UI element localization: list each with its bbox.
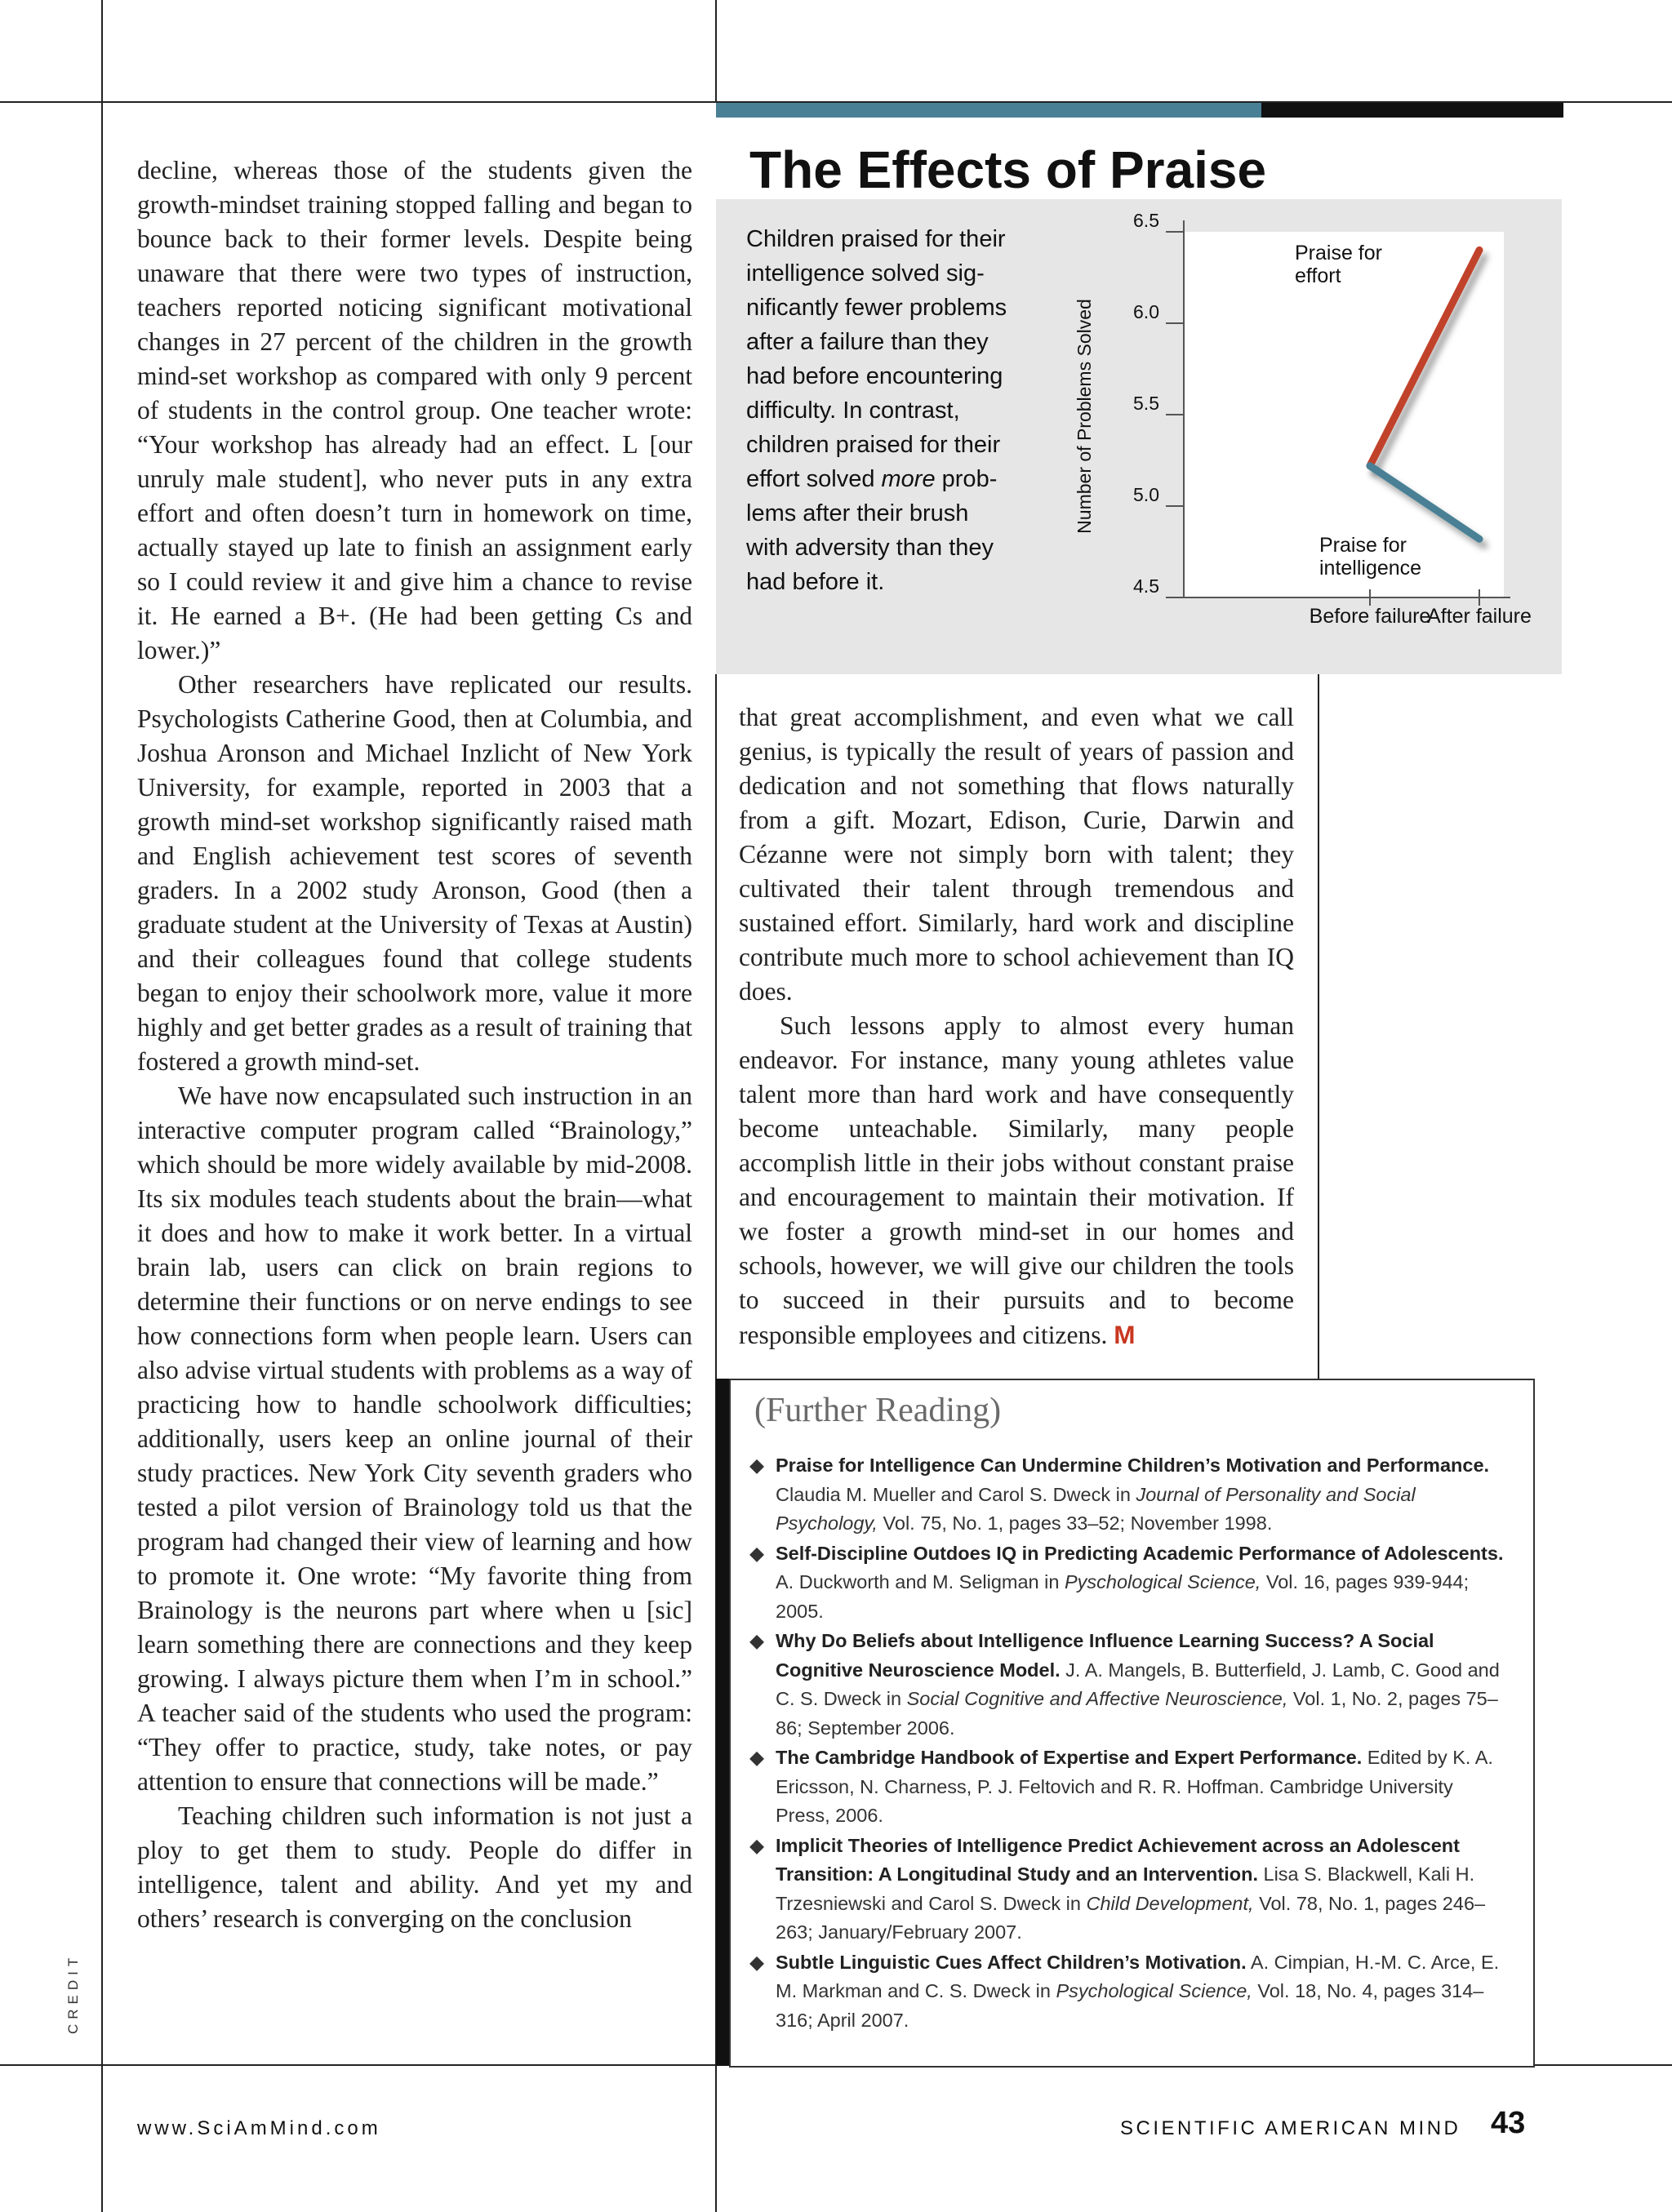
diamond-bullet-icon: ◆ xyxy=(749,1834,765,1856)
caption-line: effort solved more prob- xyxy=(746,466,998,492)
reference-item xyxy=(749,1451,1509,1539)
further-reading-title: (Further Reading) xyxy=(754,1392,1002,1429)
series-label: Praise for xyxy=(1319,534,1407,557)
right-paragraph-1: that great accomplishment, and even what we call genius, is typically the result of years of passion and dedication and not something that flows naturally from a gift. Mozart, Edison, Curie, Darwin and Cézanne were not simply born with talent; they cultivated their talent through tremendous and sustained effort. Similarly, hard work and discipline contribute much more to school achievement than IQ does. xyxy=(739,703,1294,1006)
x-tick-label: After failure xyxy=(1427,605,1532,628)
figure-accent-bar-dark xyxy=(1261,103,1563,118)
y-tick-label: 4.5 xyxy=(1133,575,1159,597)
right-column xyxy=(739,700,1294,1353)
reference-details: Vol. 75, No. 1, pages 33–52; November 1998. xyxy=(877,1512,1273,1534)
left-paragraph-4: Teaching children such information is not just a ploy to get them to study. People do differ in intelligence, talent and ability. And yet my and others’ research is converging on the conclusion xyxy=(137,1801,692,1933)
further-reading-list xyxy=(749,1451,1509,2036)
y-tick-label: 5.0 xyxy=(1133,484,1159,505)
reference-title: Self-Discipline Outdoes IQ in Predicting Academic Performance of Adolescents. xyxy=(776,1542,1504,1564)
series-label: effort xyxy=(1295,264,1341,287)
figure-accent-bar xyxy=(716,103,1261,118)
reference-authors: Lisa S. Blackwell, Kali H. Trzesniewski and Carol S. Dweck in xyxy=(776,1863,1475,1914)
caption-line: had before encountering xyxy=(746,363,1003,389)
reference-authors: J. A. Mangels, B. Butterfield, J. Lamb, C. Good and C. S. Dweck in xyxy=(776,1659,1500,1709)
diamond-bullet-icon: ◆ xyxy=(749,1542,765,1564)
reference-journal: Child Development, xyxy=(1086,1892,1254,1914)
photo-credit: CREDIT xyxy=(65,1952,81,2034)
reference-journal: Psychological Science, xyxy=(1056,1980,1252,2001)
y-tick-label: 5.5 xyxy=(1133,393,1159,414)
figure-caption xyxy=(746,222,1042,599)
center-divider-top xyxy=(715,0,717,103)
caption-line: intelligence solved sig- xyxy=(746,260,985,286)
reference-journal: Social Cognitive and Affective Neuroscience, xyxy=(906,1688,1288,1709)
reference-authors: A. Cimpian, H.-M. C. Arce, E. M. Markman and C. S. Dweck in xyxy=(776,1951,1500,2001)
reference-item xyxy=(749,1627,1509,1743)
caption-line: had before it. xyxy=(746,569,885,595)
y-axis-label: Number of Problems Solved xyxy=(1074,299,1095,534)
reference-item xyxy=(749,1832,1509,1948)
diamond-bullet-icon: ◆ xyxy=(749,1951,765,1973)
reference-authors: Edited by K. A. Ericsson, N. Charness, P. J. Feltovich and R. R. Hoffman. Cambridge University Press, 2006. xyxy=(776,1747,1493,1826)
caption-line: lems after their brush xyxy=(746,500,969,526)
reference-item xyxy=(749,1948,1509,2036)
left-paragraph-2: Other researchers have replicated our results. Psychologists Catherine Good, then at Columbia, and Joshua Aronson and Michael Inzlicht of New York University, for example, reported in 2003 that a growth mind-set workshop significantly raised math and English achievement test scores of seventh graders. In a 2002 study Aronson, Good (then a graduate student at the University of Texas at Austin) and their colleagues found that college students began to enjoy their schoolwork more, value it more highly and get better grades as a result of training that fostered a growth mind-set. xyxy=(137,670,692,1076)
reference-details: Vol. 1, No. 2, pages 75–86; September 2006. xyxy=(776,1688,1498,1739)
center-divider-bottom xyxy=(715,2064,717,2212)
reference-details: Vol. 18, No. 4, pages 314–316; April 2007. xyxy=(776,1980,1484,2031)
reference-journal: Journal of Personality and Social Psychology, xyxy=(776,1483,1416,1534)
reference-item xyxy=(749,1743,1509,1831)
right-column-rule xyxy=(1318,674,1319,1379)
reference-authors: Claudia M. Mueller and Carol S. Dweck in xyxy=(776,1483,1136,1505)
end-mark: M xyxy=(1114,1320,1136,1349)
y-tick-label: 6.5 xyxy=(1133,210,1159,231)
x-tick-label: Before failure xyxy=(1309,605,1431,628)
reference-title: The Cambridge Handbook of Expertise and Expert Performance. xyxy=(776,1747,1363,1768)
diamond-bullet-icon: ◆ xyxy=(749,1455,765,1476)
caption-line: with adversity than they xyxy=(746,535,994,561)
reference-title: Implicit Theories of Intelligence Predict Achievement across an Adolescent Transition: A Longitudinal Study and an Intervention. xyxy=(776,1834,1460,1885)
reference-title: Praise for Intelligence Can Undermine Children’s Motivation and Performance. xyxy=(776,1455,1490,1476)
left-paragraph-1: decline, whereas those of the students given the growth-mindset training stopped falling and began to bounce back to their former levels. Despite being unaware that there were two types of instruction, teachers reported noticing significant motivational changes in 27 percent of the children in the growth mind-set workshop as compared with only 9 percent of students in the control group. One teacher wrote: “Your workshop has already had an effect. L [our unruly male student], who never puts in any extra effort and often doesn’t turn in homework on time, actually stayed up late to finish an assignment early so I could review it and give him a chance to revise it. He earned a B+. (He had been getting Cs and lower.)” xyxy=(137,156,692,664)
caption-line: difficulty. In contrast, xyxy=(746,398,960,424)
series-label: Praise for xyxy=(1295,242,1382,264)
reference-authors: A. Duckworth and M. Seligman in xyxy=(776,1571,1065,1592)
reference-details: Vol. 16, pages 939-944; 2005. xyxy=(776,1571,1470,1622)
caption-line: after a failure than they xyxy=(746,329,989,355)
reference-details: Vol. 78, No. 1, pages 246–263; January/February 2007. xyxy=(776,1892,1486,1943)
footer-url[interactable]: www.SciAmMind.com xyxy=(137,2117,381,2139)
praise-line-chart xyxy=(1053,204,1559,653)
reference-journal: Pyschological Science, xyxy=(1064,1571,1261,1592)
reference-title: Subtle Linguistic Cues Affect Children’s Motivation. xyxy=(776,1951,1247,1973)
caption-line: nificantly fewer problems xyxy=(746,295,1007,321)
figure-title: The Effects of Praise xyxy=(749,140,1267,199)
reference-item xyxy=(749,1539,1509,1627)
page-number: 43 xyxy=(1491,2106,1526,2140)
right-paragraph-2: Such lessons apply to almost every human endeavor. For instance, many young athletes value talent more than hard work and have consequently become unteachable. Similarly, many people accomplish little in their jobs without constant praise and encouragement to maintain their motivation. If we foster a growth mind-set in our homes and schools, however, we will give our children the tools to succeed in their pursuits and to become responsible employees and citizens. M xyxy=(739,1011,1294,1349)
left-margin-rule xyxy=(101,0,103,2212)
left-column xyxy=(137,153,692,1936)
left-paragraph-3: We have now encapsulated such instruction in an interactive computer program called “Brainology,” which should be more widely available by mid-2008. Its six modules teach students about the brain—what it does and how to make it work better. In a virtual brain lab, users can click on brain regions to determine their functions or on nerve endings to see how connections form when people learn. Users can also advise virtual students with problems as a way of practicing how to handle schoolwork difficulties; additionally, users keep an online journal of their study practices. New York City seventh graders who tested a pilot version of Brainology told us that the program had changed their view of learning and how to promote it. One wrote: “My favorite thing from Brainology is the neurons part where when u [sic] learn something there are connections and they keep growing. I always picture them when I’m in school.” A teacher said of the students who used the program: “They offer to practice, study, take notes, or pay attention to ensure that connections will be made.” xyxy=(137,1082,692,1796)
caption-line: Children praised for their xyxy=(746,226,1006,252)
series-label: intelligence xyxy=(1319,557,1422,580)
diamond-bullet-icon: ◆ xyxy=(749,1630,765,1651)
diamond-bullet-icon: ◆ xyxy=(749,1747,765,1768)
y-tick-label: 6.0 xyxy=(1133,301,1159,322)
further-reading-accent xyxy=(716,1379,729,2066)
reference-title: Why Do Beliefs about Intelligence Influence Learning Success? A Social Cognitive Neuroscience Model. xyxy=(776,1630,1434,1681)
caption-line: children praised for their xyxy=(746,432,1001,458)
footer-magazine: SCIENTIFIC AMERICAN MIND xyxy=(1120,2117,1461,2139)
